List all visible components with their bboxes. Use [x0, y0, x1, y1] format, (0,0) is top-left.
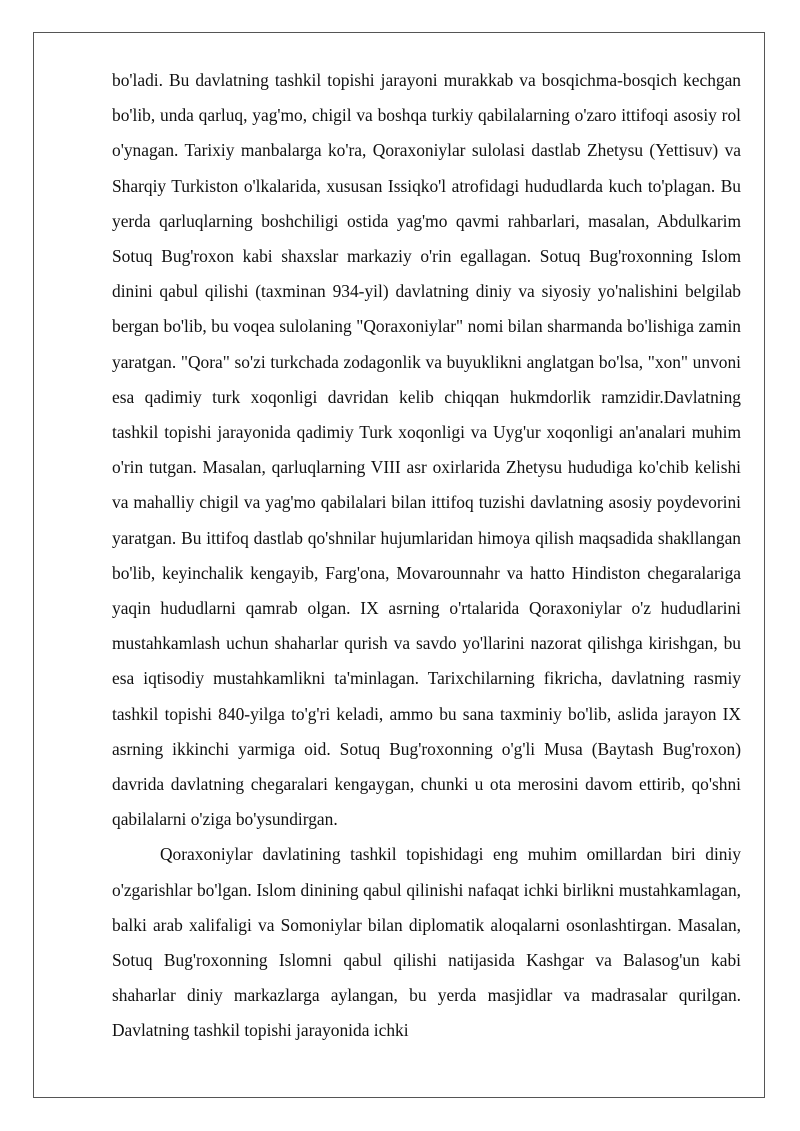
paragraph-1: bo'ladi. Bu davlatning tashkil topishi jarayoni murakkab va bosqichma-bosqich kechgan bo'lib, unda qarluq, yag'mo, chigil va boshqa turkiy qabilalarning o'zaro ittifoqi asosiy rol o'ynagan. Tarixiy manbalarga ko'ra, Qoraxoniylar sulolasi dastlab Zhetysu (Yettisuv) va Sharqiy Turkiston o'lkalarida, xususan Issiqko'l atrofidagi hududlarda kuch to'plagan. Bu yerda qarluqlarning boshchiligi ostida yag'mo qavmi rahbarlari, masalan, Abdulkarim Sotuq Bug'roxon kabi shaxslar markaziy o'rin egallagan. Sotuq Bug'roxonning Islom dinini qabul qilishi (taxminan 934-yil) davlatning diniy va siyosiy yo'nalishini belgilab bergan bo'lib, bu voqea sulolaning "Qoraxoniylar" nomi bilan sharmanda bo'lishiga zamin yaratgan. "Qora" so'zi turkchada zodagonlik va buyuklikni anglatgan bo'lsa, "xon" unvoni esa qadimiy turk xoqonligi davridan kelib chiqqan hukmdorlik ramzidir.Davlatning tashkil topishi jarayonida qadimiy Turk xoqonligi va Uyg'ur xoqonligi an'analari muhim o'rin tutgan. Masalan, qarluqlarning VIII asr oxirlarida Zhetysu hududiga ko'chib kelishi va mahalliy chigil va yag'mo qabilalari bilan ittifoq tuzishi davlatning asosiy poydevorini yaratgan. Bu ittifoq dastlab qo'shnilar hujumlaridan himoya qilish maqsadida shakllangan bo'lib, keyinchalik kengayib, Farg'ona, Movarounnahr va hatto Hindiston chegaralariga yaqin hududlarni qamrab olgan. IX asrning o'rtalarida Qoraxoniylar o'z hududlarini mustahkamlash uchun shaharlar qurish va savdo yo'llarini nazorat qilishga kirishgan, bu esa iqtisodiy mustahkamlikni ta'minlagan. Tarixchilarning fikricha, davlatning rasmiy tashkil topishi 840-yilga to'g'ri keladi, ammo bu sana taxminiy bo'lib, aslida jarayon IX asrning ikkinchi yarmiga oid. Sotuq Bug'roxonning o'g'li Musa (Baytash Bug'roxon) davrida davlatning chegaralari kengaygan, chunki u ota merosini davom ettirib, qo'shni qabilalarni o'ziga bo'ysundirgan. [112, 70, 741, 830]
paragraph-2: Qoraxoniylar davlatining tashkil topishidagi eng muhim omillardan biri diniy o'zgarishlar bo'lgan. Islom dinining qabul qilinishi nafaqat ichki birlikni mustahkamlagan, balki arab xalifaligi va Somoniylar bilan diplomatik aloqalarni osonlashtirgan. Masalan, Sotuq Bug'roxonning Islomni qabul qilishi natijasida Kashgar va Balasog'un kabi shaharlar diniy markazlarga aylangan, bu yerda masjidlar va madrasalar qurilgan. Davlatning tashkil topishi jarayonida ichki [112, 844, 741, 1041]
document-body [112, 63, 741, 1049]
